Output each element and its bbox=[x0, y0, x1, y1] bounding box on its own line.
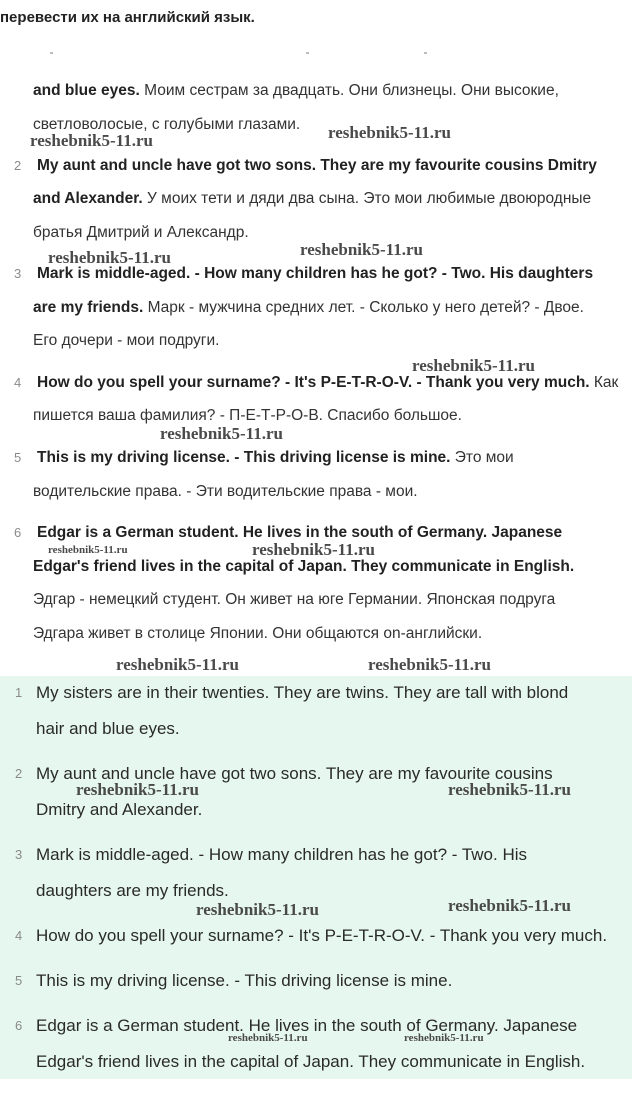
watermark: reshebnik5-11.ru bbox=[48, 248, 171, 267]
answer-5-line-1: This is my driving license. - This driving license is mine. bbox=[36, 971, 453, 990]
watermark: reshebnik5-11.ru bbox=[160, 424, 283, 443]
item-3-number: 3 bbox=[14, 266, 22, 281]
answer-4-line-1: How do you spell your surname? - It's P-E-T-R-O-V. - Thank you very much. bbox=[36, 926, 608, 945]
item-1-line-1 bbox=[33, 81, 632, 101]
watermark: reshebnik5-11.ru bbox=[368, 655, 491, 674]
watermark: reshebnik5-11.ru bbox=[116, 655, 239, 674]
item-2-line-3: братья Дмитрий и Александр. bbox=[33, 224, 249, 241]
item-6-line-4: Эдгара живет в столице Японии. Они общаются on-английски. bbox=[33, 625, 483, 642]
item-3-english: Mark is middle-aged. - How many children has he got? - Two. His daughters bbox=[37, 265, 594, 282]
item-3-line-2 bbox=[33, 298, 632, 318]
cut-off-line-remnant bbox=[0, 52, 632, 62]
answer-1-line-2: hair and blue eyes. bbox=[36, 719, 180, 738]
item-6-english: Edgar is a German student. He lives in the south of Germany. Japanese bbox=[37, 524, 563, 541]
item-6-line-2 bbox=[33, 557, 632, 577]
watermark: reshebnik5-11.ru bbox=[196, 900, 319, 919]
watermark: reshebnik5-11.ru bbox=[448, 780, 571, 799]
item-4-russian-start: Как bbox=[589, 374, 619, 391]
watermark: reshebnik5-11.ru bbox=[252, 540, 375, 559]
answer-2-number: 2 bbox=[15, 766, 23, 781]
answer-4-number: 4 bbox=[15, 928, 23, 943]
item-4-english: How do you spell your surname? - It's P-E-T-R-O-V. - Thank you very much. bbox=[37, 374, 590, 391]
answer-3-line-2: daughters are my friends. bbox=[36, 881, 229, 900]
item-1-russian: Моим сестрам за двадцать. Они близнецы. Они высокие, bbox=[139, 82, 559, 99]
item-4-number: 4 bbox=[14, 375, 22, 390]
answer-6-line-1: Edgar is a German student. He lives in the south of Germany. Japanese bbox=[36, 1016, 578, 1035]
answer-2-line-2: Dmitry and Alexander. bbox=[36, 800, 203, 819]
watermark: reshebnik5-11.ru bbox=[404, 1032, 484, 1044]
watermark: reshebnik5-11.ru bbox=[76, 780, 199, 799]
page-title: перевести их на английский язык. bbox=[0, 9, 255, 26]
watermark: reshebnik5-11.ru bbox=[30, 131, 153, 150]
item-3-russian: Марк - мужчина средних лет. - Сколько у него детей? - Двое. bbox=[143, 299, 584, 316]
item-1-english: and blue eyes. bbox=[33, 82, 140, 99]
answer-1-number: 1 bbox=[15, 685, 23, 700]
answer-5-number: 5 bbox=[15, 973, 23, 988]
watermark: reshebnik5-11.ru bbox=[412, 356, 535, 375]
item-6-line-1 bbox=[37, 523, 632, 543]
item-3-line-1 bbox=[37, 264, 632, 284]
item-5-english: This is my driving license. - This driving license is mine. bbox=[37, 449, 451, 466]
item-2-line-1 bbox=[37, 156, 632, 176]
item-6-english-cont: Edgar's friend lives in the capital of Japan. They communicate in English. bbox=[33, 558, 575, 575]
watermark: reshebnik5-11.ru bbox=[300, 240, 423, 259]
item-3-english-cont: are my friends. bbox=[33, 299, 144, 316]
item-2-english: My aunt and uncle have got two sons. They are my favourite cousins Dmitry bbox=[37, 157, 597, 174]
answer-3-line-1: Mark is middle-aged. - How many children has he got? - Two. His bbox=[36, 845, 527, 864]
answer-2-line-1: My aunt and uncle have got two sons. They are my favourite cousins bbox=[36, 764, 553, 783]
watermark: reshebnik5-11.ru bbox=[228, 1032, 308, 1044]
answer-6-number: 6 bbox=[15, 1018, 23, 1033]
item-4-line-2: пишется ваша фамилия? - П-Е-Т-Р-О-В. Спасибо большое. bbox=[33, 407, 462, 424]
watermark: reshebnik5-11.ru bbox=[48, 544, 128, 556]
answer-6-line-2: Edgar's friend lives in the capital of Japan. They communicate in English. bbox=[36, 1052, 586, 1071]
item-6-line-3: Эдгар - немецкий студент. Он живет на юге Германии. Японская подруга bbox=[33, 591, 556, 608]
item-2-english-cont: and Alexander. bbox=[33, 190, 143, 207]
item-2-number: 2 bbox=[14, 158, 22, 173]
item-2-russian: У моих тети и дяди два сына. Это мои любимые двоюродные bbox=[142, 190, 592, 207]
item-1-line-2: светловолосые, с голубыми глазами. bbox=[33, 116, 301, 133]
answer-3-number: 3 bbox=[15, 847, 23, 862]
item-4-line-1 bbox=[37, 373, 632, 393]
item-6-number: 6 bbox=[14, 525, 22, 540]
item-3-line-3: Его дочери - мои подруги. bbox=[33, 332, 220, 349]
watermark: reshebnik5-11.ru bbox=[328, 123, 451, 142]
item-5-number: 5 bbox=[14, 450, 22, 465]
item-5-line-2: водительские права. - Эти водительские права - мои. bbox=[33, 483, 418, 500]
answer-1-line-1: My sisters are in their twenties. They are twins. They are tall with blond bbox=[36, 683, 569, 702]
answer-box bbox=[0, 676, 632, 1079]
item-5-line-1 bbox=[37, 448, 632, 468]
item-5-russian-start: Это мои bbox=[450, 449, 514, 466]
watermark: reshebnik5-11.ru bbox=[448, 896, 571, 915]
item-2-line-2 bbox=[33, 189, 632, 209]
